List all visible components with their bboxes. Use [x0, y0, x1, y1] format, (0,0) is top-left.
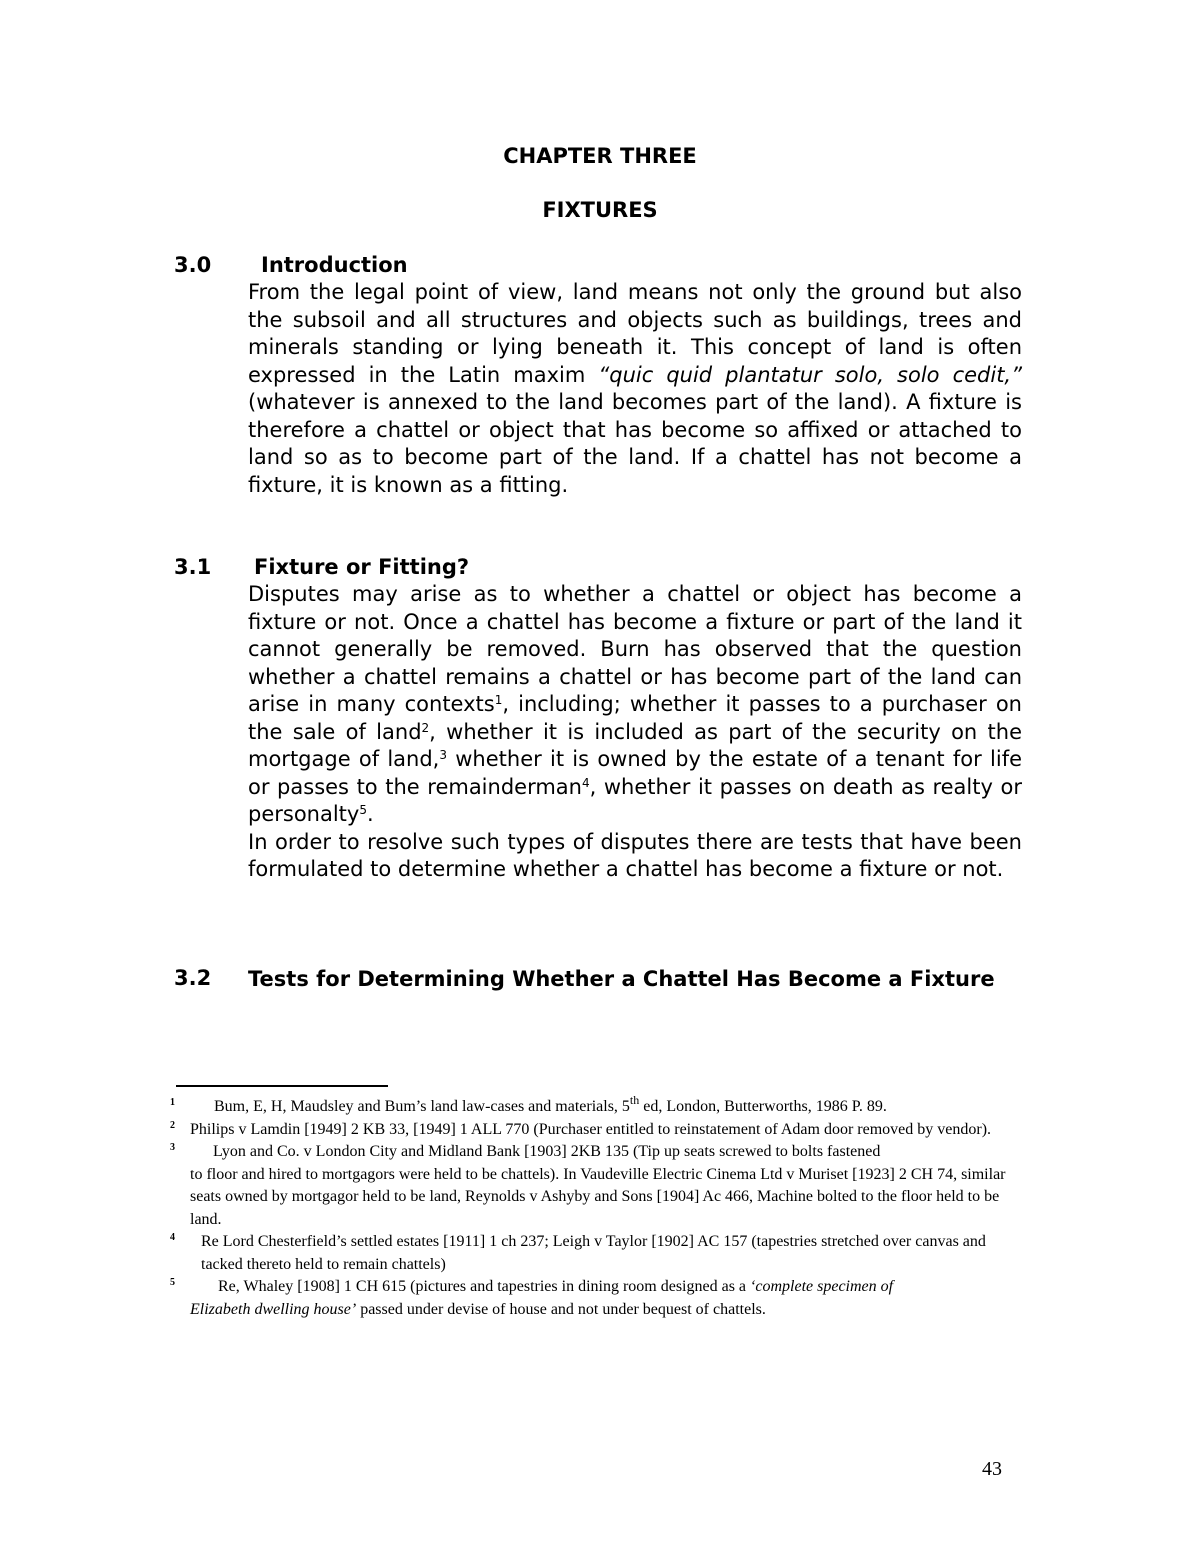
- footnote-5: 5 Re, Whaley [1908] 1 CH 615 (pictures and tapestries in dining room designed as a ‘complete specimen of: [170, 1276, 1022, 1299]
- footnote-3-continuation: to floor and hired to mortgagors were held to be chattels). In Vaudeville Electric Cinema Ltd v Muriset [1923] 2 CH 74, similar seats owned by mortgagor held to be land, Reynolds v Ashyby and Sons [1904] Ac 466, Machine bolted to the floor held to be land.: [190, 1165, 1006, 1228]
- paragraph: Disputes may arise as to whether a chattel or object has become a fixture or not. Once a chattel has become a fixture or part of the land it cannot generally be removed. Burn has observed that the question whether a chattel remains a chattel or has become part of the land can arise in many contexts$^1$, including; whether it passes to a purchaser on the sale of land$^2$, whether it is included as part of the security on the mortgage of land,$^3$ whether it is owned by the estate of a tenant for life or passes to the remainderman$^4$, whether it passes on death as realty or personalty$^5$.: [248, 582, 1023, 826]
- footnote-reference[interactable]: 5: [359, 803, 367, 817]
- section-body-fixture-or-fitting: [248, 581, 1022, 884]
- footnotes: [170, 1093, 1022, 1321]
- footnote-marker: 3: [170, 1142, 175, 1153]
- footnote-4: 4 Re Lord Chesterfield’s settled estates [1911] 1 ch 237; Leigh v Taylor [1902] AC 157 (tapestries stretched over canvas and tacked thereto held to remain chattels): [170, 1231, 1022, 1276]
- footnote-1: 1 Bum, E, H, Maudsley and Bum’s land law-cases and materials, 5th ed, London, Butterworths, 1986 P. 89.: [170, 1093, 887, 1115]
- section-number: 3.2: [174, 966, 212, 990]
- footnote-reference[interactable]: 1: [494, 693, 503, 707]
- paragraph: In order to resolve such types of disputes there are tests that have been formulated to determine whether a chattel has become a fixture or not.: [248, 829, 1022, 881]
- footnote-reference[interactable]: 4: [581, 775, 590, 790]
- section-title: Introduction: [261, 253, 408, 277]
- paragraph: From the legal point of view, land means not only the ground but also the subsoil and all structures and objects such as buildings, trees and minerals standing or lying beneath it. This concept of land is often expressed in the Latin maxim “quic quid plantatur solo, solo cedit,” (whatever is annexed to the land becomes part of the land). A fixture is therefore a chattel or object that has become so affixed or attached to land so as to become part of the land. If a chattel has not become a fixture, it is known as a fitting.: [248, 280, 1022, 497]
- section-title: Tests for Determining Whether a Chattel Has Become a Fixture: [248, 967, 995, 991]
- footnote-2: 2 Philips v Lamdin [1949] 2 KB 33, [1949] 1 ALL 770 (Purchaser entitled to reinstatement of Adam door removed by vendor).: [170, 1119, 1022, 1142]
- footnote-reference[interactable]: 2: [421, 720, 430, 735]
- section-title: Fixture or Fitting?: [254, 555, 470, 579]
- section-number: 3.0: [174, 253, 212, 277]
- chapter-title-heading: FIXTURES: [542, 198, 658, 222]
- section-body-introduction: [248, 279, 1022, 499]
- footnote-marker: 5: [170, 1277, 175, 1288]
- footnote-5-continuation: Elizabeth dwelling house’ passed under devise of house and not under bequest of chattels.: [190, 1300, 766, 1318]
- footnote-marker: 2: [170, 1119, 175, 1131]
- footnote-separator: [176, 1085, 388, 1087]
- footnote-3: 3 Lyon and Co. v London City and Midland Bank [1903] 2KB 135 (Tip up seats screwed to bolts fastened: [170, 1141, 1022, 1164]
- chapter-number-heading: CHAPTER THREE: [503, 144, 697, 168]
- section-number: 3.1: [174, 555, 212, 579]
- footnote-marker: 4: [170, 1232, 175, 1243]
- footnote-reference[interactable]: 3: [439, 748, 448, 762]
- footnote-marker: 1: [170, 1097, 175, 1108]
- page-number: 43: [982, 1458, 1002, 1480]
- latin-maxim: “quic quid plantatur solo, solo cedit,”: [598, 362, 1022, 387]
